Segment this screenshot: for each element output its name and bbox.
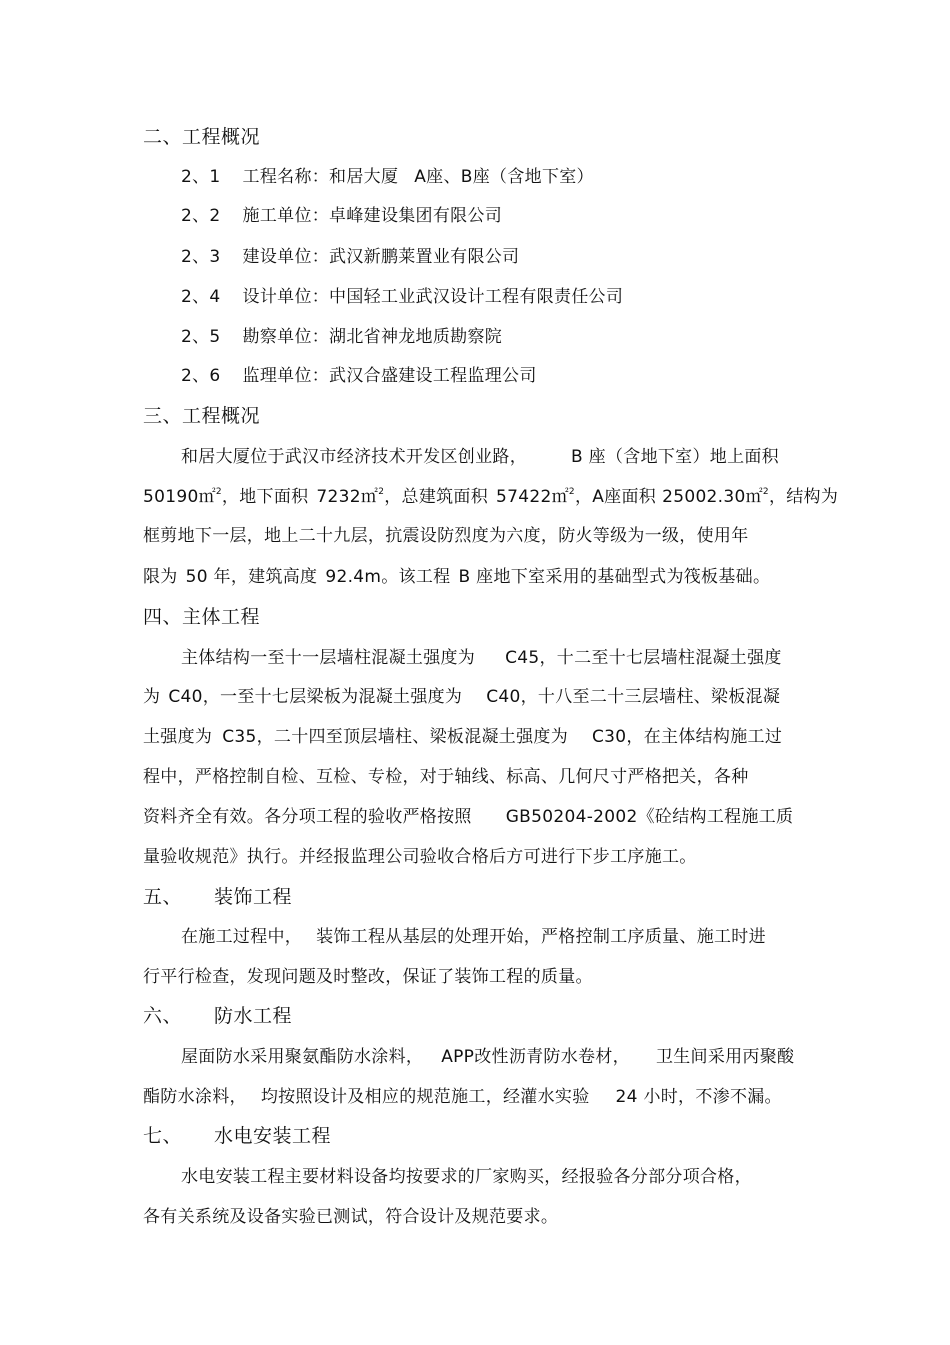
- text-run: C30，在主体结构施工过: [592, 727, 783, 747]
- text-run: 92.4m。该工程: [325, 567, 451, 587]
- s3-line-3: 框剪地下一层，地上二十九层，抗震设防烈度为六度，防火等级为一级，使用年: [143, 526, 749, 546]
- item-num: 2、6: [181, 366, 221, 386]
- section-5-heading: [143, 886, 292, 908]
- text-run: 50 年，建筑高度: [185, 567, 318, 587]
- heading-title: 水电安装工程: [214, 1125, 332, 1147]
- text-run: 均按照设计及相应的规范施工，经灌水实验: [260, 1087, 590, 1107]
- superscript: 2: [378, 487, 385, 497]
- s5-line-2: 行平行检查，发现问题及时整改，保证了装饰工程的质量。: [143, 967, 593, 987]
- s4-line-5: [143, 806, 793, 828]
- item-label: 建设单位：: [242, 247, 330, 267]
- text-run: ，A座面积: [574, 487, 657, 507]
- item-value: 中国轻工业武汉设计工程有限责任公司: [329, 287, 624, 307]
- item-value: A座、B座（含地下室）: [414, 167, 594, 187]
- item-value: 武汉新鹏莱置业有限公司: [329, 247, 520, 267]
- section-7-heading: [143, 1125, 331, 1147]
- text-run: ，地下面积: [221, 487, 309, 507]
- item-value: 和居大厦: [329, 167, 399, 187]
- superscript: 2: [215, 487, 222, 497]
- s4-line-4: 程中，严格控制自检、互检、专检，对于轴线、标高、几何尺寸严格把关，各种: [143, 767, 749, 787]
- item-2-6: [181, 365, 537, 387]
- item-label: 工程名称：: [242, 167, 330, 187]
- item-num: 2、2: [181, 206, 221, 226]
- item-label: 勘察单位：: [242, 327, 330, 347]
- item-num: 2、4: [181, 287, 221, 307]
- heading-num: 五、: [143, 886, 183, 908]
- item-value: 湖北省神龙地质勘察院: [329, 327, 503, 347]
- s3-line-1: [181, 446, 779, 468]
- section-6-heading: [143, 1005, 292, 1027]
- item-label: 设计单位：: [242, 287, 330, 307]
- item-2-3: [181, 246, 519, 268]
- text-run: B 座地下室采用的基础型式为筏板基础。: [458, 567, 771, 587]
- heading-title: 防水工程: [214, 1005, 293, 1027]
- text-run: 资料齐全有效。各分项工程的验收严格按照: [143, 807, 472, 827]
- s6-line-2: [143, 1086, 782, 1108]
- item-num: 2、5: [181, 327, 221, 347]
- text-run: 为: [143, 687, 161, 707]
- s4-line-6: 量验收规范》执行。并经报监理公司验收合格后方可进行下步工序施工。: [143, 847, 697, 867]
- text-run: 25002.30㎡: [662, 487, 763, 507]
- item-2-4: [181, 286, 623, 308]
- text-run: C35，二十四至顶层墙柱、梁板混凝土强度为: [222, 727, 569, 747]
- text-run: 屋面防水采用聚氨酯防水涂料，: [181, 1047, 424, 1067]
- heading-num: 七、: [143, 1125, 183, 1147]
- text-run: 和居大厦位于武汉市经济技术开发区创业路，: [181, 447, 527, 467]
- item-label: 监理单位：: [242, 366, 330, 386]
- text-run: 土强度为: [143, 727, 213, 747]
- heading-num: 六、: [143, 1005, 183, 1027]
- item-2-2: [181, 205, 502, 227]
- text-run: 限为: [143, 567, 178, 587]
- s7-line-1: 水电安装工程主要材料设备均按要求的厂家购买，经报验各分部分项合格，: [181, 1167, 752, 1187]
- item-2-5: [181, 326, 502, 348]
- item-label: 施工单位：: [242, 206, 330, 226]
- s4-line-1: [181, 647, 782, 669]
- text-run: GB50204-2002《砼结构工程施工质: [505, 807, 794, 827]
- s6-line-1: [181, 1046, 794, 1068]
- section-3-heading: 三、工程概况: [143, 405, 261, 427]
- s4-line-3: [143, 726, 782, 748]
- text-run: 7232㎡: [316, 487, 379, 507]
- section-2-heading: 二、工程概况: [143, 126, 261, 148]
- s4-line-2: [143, 686, 780, 708]
- s3-line-2: [143, 486, 838, 508]
- text-run: C40，十八至二十三层墙柱、梁板混凝: [486, 687, 781, 707]
- text-run: B 座（含地下室）地上面积: [571, 447, 779, 467]
- text-run: C45，十二至十七层墙柱混凝土强度: [505, 648, 782, 668]
- s3-line-4: [143, 566, 770, 588]
- item-num: 2、1: [181, 167, 221, 187]
- item-value: 卓峰建设集团有限公司: [329, 206, 503, 226]
- text-run: 57422㎡: [496, 487, 569, 507]
- item-value: 武汉合盛建设工程监理公司: [329, 366, 537, 386]
- text-run: ，结构为: [768, 487, 839, 507]
- text-run: 主体结构一至十一层墙柱混凝土强度为: [181, 648, 476, 668]
- heading-title: 装饰工程: [214, 886, 293, 908]
- text-run: 24 小时，不渗不漏。: [615, 1087, 782, 1107]
- item-num: 2、3: [181, 247, 221, 267]
- text-run: ，总建筑面积: [384, 487, 489, 507]
- superscript: 2: [568, 487, 575, 497]
- s5-line-1: [181, 926, 766, 948]
- text-run: 酯防水涂料，: [143, 1087, 247, 1107]
- superscript: 2: [762, 487, 769, 497]
- text-run: 装饰工程从基层的处理开始，严格控制工序质量、施工时进: [316, 927, 766, 947]
- text-run: C40，一至十七层梁板为混凝土强度为: [168, 687, 463, 707]
- s7-line-2: 各有关系统及设备实验已测试，符合设计及规范要求。: [143, 1207, 559, 1227]
- text-run: 卫生间采用丙聚酸: [655, 1047, 795, 1067]
- text-run: 50190㎡: [143, 487, 216, 507]
- item-2-1: [181, 166, 594, 188]
- text-run: APP改性沥青防水卷材，: [441, 1047, 630, 1067]
- section-4-heading: 四、主体工程: [143, 606, 261, 628]
- text-run: 在施工过程中，: [181, 927, 303, 947]
